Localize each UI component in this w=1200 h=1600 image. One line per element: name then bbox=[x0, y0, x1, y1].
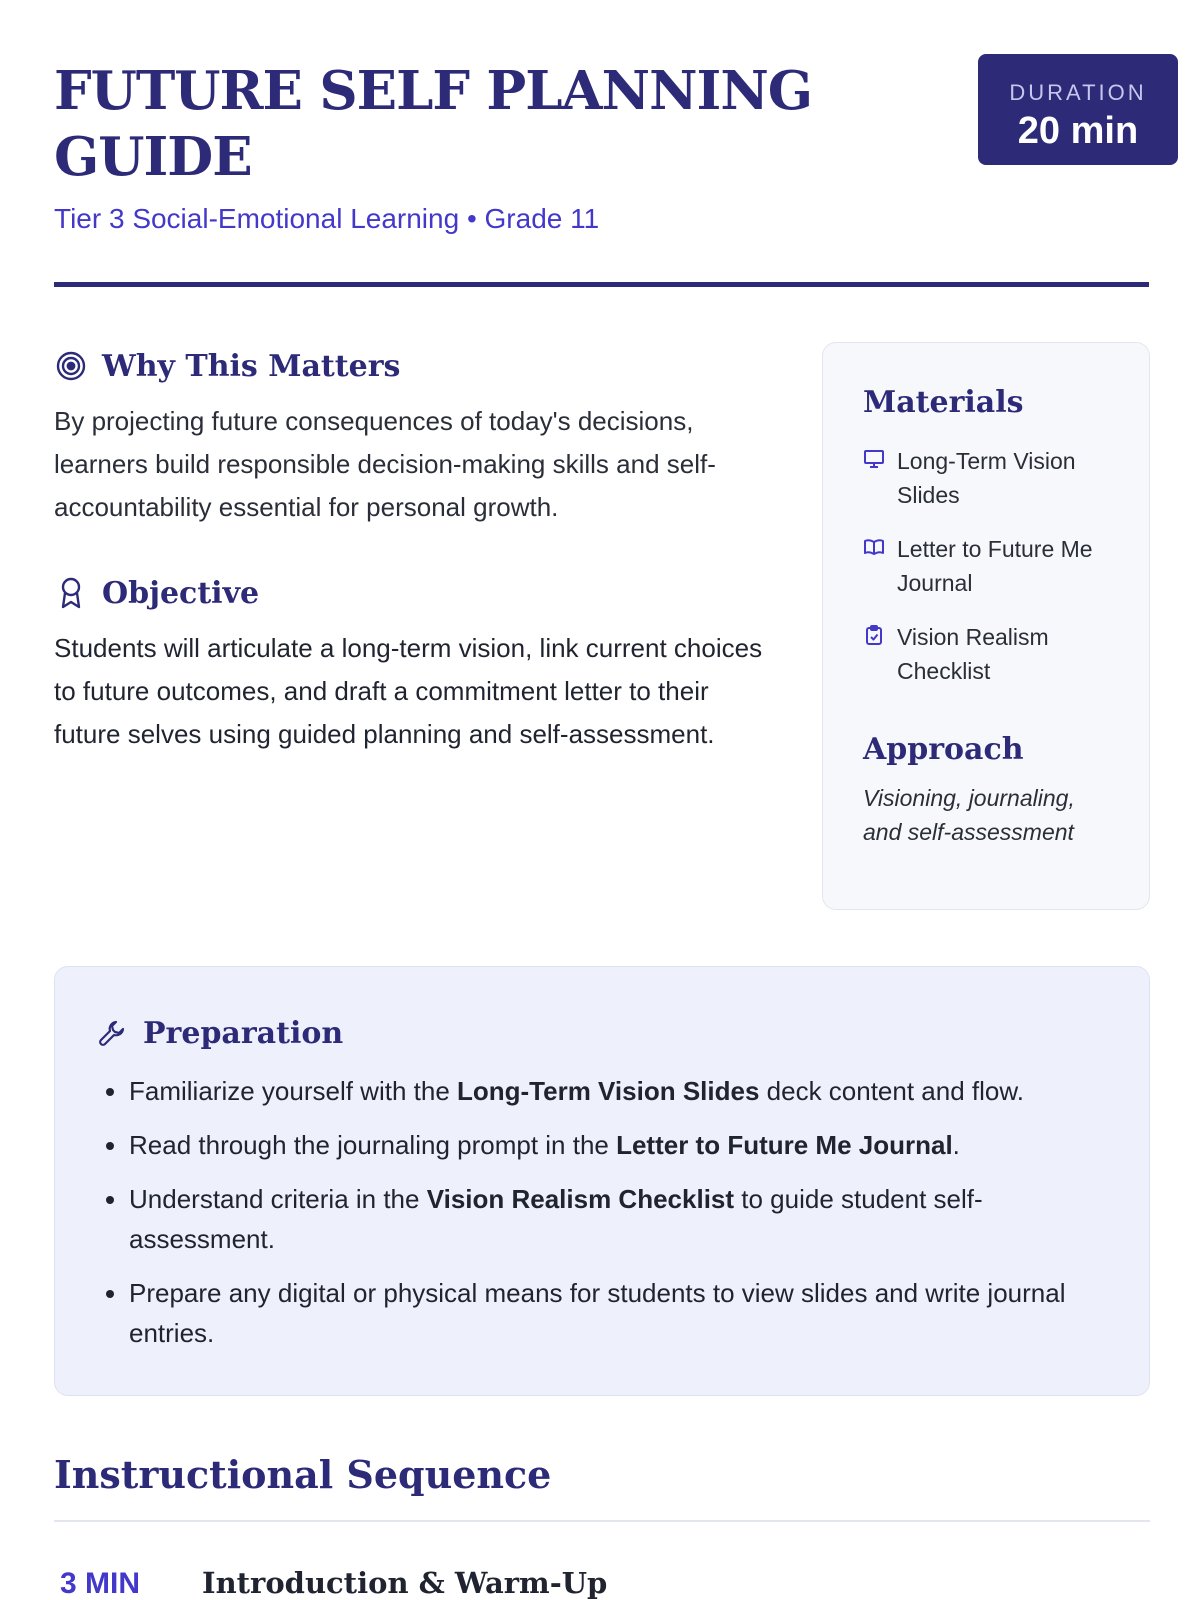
presentation-icon bbox=[863, 448, 885, 470]
material-label: Vision Realism Checklist bbox=[897, 624, 1049, 684]
objective-heading-text: Objective bbox=[102, 575, 260, 611]
why-heading bbox=[54, 346, 774, 386]
objective-heading bbox=[54, 573, 774, 613]
preparation-panel bbox=[54, 966, 1150, 1396]
material-label: Letter to Future Me Journal bbox=[897, 536, 1093, 596]
wrench-icon bbox=[95, 1016, 129, 1050]
list-item: • Understand criteria in the Vision Realism Checklist to guide student self-assessment. bbox=[129, 1179, 1109, 1259]
list-item: • Read through the journaling prompt in the Letter to Future Me Journal. bbox=[129, 1125, 1109, 1165]
step-time: 3 MIN bbox=[60, 1567, 141, 1600]
target-icon bbox=[54, 349, 88, 383]
list-item bbox=[863, 532, 1111, 600]
materials-heading: Materials bbox=[863, 385, 1024, 420]
main-column bbox=[54, 346, 774, 756]
preparation-heading bbox=[95, 1013, 1109, 1053]
sequence-heading: Instructional Sequence bbox=[54, 1452, 552, 1497]
page-subtitle: Tier 3 Social-Emotional Learning • Grade 11 bbox=[54, 203, 600, 234]
clipboard-check-icon bbox=[863, 624, 885, 646]
materials-card bbox=[822, 342, 1150, 910]
preparation-list bbox=[95, 1071, 1109, 1353]
header-divider bbox=[54, 282, 1149, 287]
why-text: By projecting future consequences of today's decisions, learners build responsible decision-making skills and self-accountability essential for personal growth. bbox=[54, 406, 716, 522]
duration-value: 20 min bbox=[1017, 110, 1139, 152]
page-header bbox=[54, 58, 1154, 236]
list-item bbox=[863, 620, 1111, 688]
material-label: Long-Term Vision Slides bbox=[897, 448, 1076, 508]
approach-heading: Approach bbox=[863, 732, 1024, 767]
list-item bbox=[863, 444, 1111, 512]
duration-label: DURATION bbox=[1009, 80, 1147, 105]
award-icon bbox=[54, 576, 88, 610]
duration-badge bbox=[978, 54, 1178, 165]
preparation-heading-text: Preparation bbox=[143, 1015, 344, 1051]
list-item: • Prepare any digital or physical means for students to view slides and write journal entries. bbox=[129, 1273, 1109, 1353]
sequence-divider bbox=[54, 1520, 1150, 1522]
page-title: FUTURE SELF PLANNING GUIDE bbox=[54, 60, 813, 188]
list-item: • Familiarize yourself with the Long-Term Vision Slides deck content and flow. bbox=[129, 1071, 1109, 1111]
why-heading-text: Why This Matters bbox=[102, 348, 401, 384]
step-title: Introduction & Warm-Up bbox=[202, 1566, 608, 1600]
sequence-step bbox=[60, 1566, 607, 1600]
materials-list bbox=[863, 444, 1111, 688]
approach-text: Visioning, journaling, and self-assessment bbox=[863, 785, 1075, 845]
objective-text: Students will articulate a long-term vision, link current choices to future outcomes, and draft a commitment letter to their future selves using guided planning and self-assessment. bbox=[54, 633, 763, 749]
book-open-icon bbox=[863, 536, 885, 558]
